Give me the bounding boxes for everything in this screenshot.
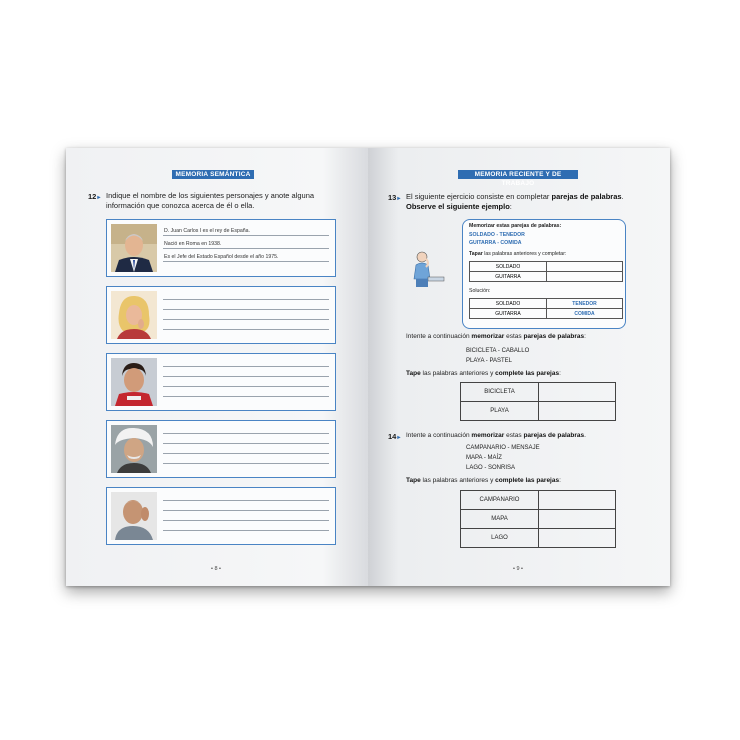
portrait-woman-photo xyxy=(111,291,157,339)
person-box-5 xyxy=(106,487,336,545)
exercise-13-instruction: El siguiente ejercicio consiste en completar parejas de palabras. Observe el siguiente ejemplo: xyxy=(406,192,624,211)
arrow-icon: ▸ xyxy=(97,195,101,201)
writing-line xyxy=(163,248,329,249)
portrait-king-photo xyxy=(111,224,157,272)
answer-cell[interactable] xyxy=(539,510,616,529)
table-row: GUITARRA xyxy=(470,272,623,282)
table-row: BICICLETA xyxy=(461,383,616,402)
exercise-14-answer-table xyxy=(460,490,616,548)
answer-cell[interactable] xyxy=(539,402,616,421)
writing-line xyxy=(163,443,329,444)
left-header: MEMORIA SEMÁNTICA xyxy=(172,170,254,179)
thinking-person-illustration xyxy=(408,249,448,289)
writing-line xyxy=(163,500,329,501)
answer-cell[interactable] xyxy=(539,529,616,548)
exercise-12-instruction: Indique el nombre de los siguientes personajes y anote alguna información que conozca acerca de él o ella. xyxy=(106,191,315,210)
left-page xyxy=(66,148,368,586)
open-workbook xyxy=(66,148,670,586)
right-header: MEMORIA RECIENTE Y DE TRABAJO xyxy=(458,170,578,179)
person-box-4 xyxy=(106,420,336,478)
right-page xyxy=(368,148,670,586)
writing-line xyxy=(163,510,329,511)
portrait-scientist-photo xyxy=(111,425,157,473)
example-solution-table xyxy=(469,298,623,319)
writing-line xyxy=(163,433,329,434)
example-blank-table xyxy=(469,261,623,282)
exercise-14-number: 14▸ xyxy=(388,432,401,441)
example-line-3: Es el Jefe del Estado Español desde el año 1975. xyxy=(164,254,279,260)
example-line-2: Nació en Roma en 1938. xyxy=(164,241,222,247)
writing-line xyxy=(163,329,329,330)
portrait-racing-driver-photo xyxy=(111,358,157,406)
table-row: SOLDADO xyxy=(470,262,623,272)
right-page-number: • 9 • xyxy=(513,566,523,572)
example-pair-1: SOLDADO - TENEDOR xyxy=(469,232,525,238)
arrow-icon: ▸ xyxy=(397,435,401,441)
table-row: SOLDADO TENEDOR xyxy=(470,299,623,309)
example-pair-2: GUITARRA - COMIDA xyxy=(469,240,522,246)
exercise-13-number: 13▸ xyxy=(388,193,401,202)
writing-line xyxy=(163,261,329,262)
writing-line xyxy=(163,530,329,531)
exercise-13-memorize-instruction: Intente a continuación memorizar estas parejas de palabras: xyxy=(406,333,586,340)
answer-cell[interactable] xyxy=(547,262,623,272)
table-row: GUITARRA COMIDA xyxy=(470,309,623,319)
answer-cell[interactable] xyxy=(547,272,623,282)
person-box-2 xyxy=(106,286,336,344)
exercise-14-cover-instruction: Tape las palabras anteriores y complete las parejas: xyxy=(406,477,561,484)
example-box xyxy=(462,219,626,329)
example-line-1: D. Juan Carlos I es el rey de España. xyxy=(164,228,250,234)
table-row: MAPA xyxy=(461,510,616,529)
exercise-14-instruction: Intente a continuación memorizar estas parejas de palabras. xyxy=(406,432,586,439)
word-pair: CAMPANARIO - MENSAJE xyxy=(466,445,540,451)
table-row: PLAYA xyxy=(461,402,616,421)
person-box-1 xyxy=(106,219,336,277)
table-row: LAGO xyxy=(461,529,616,548)
exercise-13-answer-table xyxy=(460,382,616,421)
writing-line xyxy=(163,366,329,367)
word-pair: MAPA - MAÍZ xyxy=(466,455,502,461)
person-box-3 xyxy=(106,353,336,411)
answer-cell[interactable] xyxy=(539,383,616,402)
writing-line xyxy=(163,453,329,454)
left-page-number: • 8 • xyxy=(211,566,221,572)
answer-cell[interactable] xyxy=(539,491,616,510)
exercise-13-cover-instruction: Tape las palabras anteriores y complete las parejas: xyxy=(406,370,561,377)
writing-line xyxy=(163,376,329,377)
writing-line xyxy=(163,235,329,236)
cover-label: Tapar las palabras anteriores y completar: xyxy=(469,251,567,257)
writing-line xyxy=(163,386,329,387)
memorize-label: Memorizar estas parejas de palabras: xyxy=(469,223,562,229)
word-pair: PLAYA - PASTEL xyxy=(466,358,513,364)
writing-line xyxy=(163,299,329,300)
exercise-12-number: 12▸ xyxy=(88,192,101,201)
writing-line xyxy=(163,319,329,320)
portrait-elder-man-photo xyxy=(111,492,157,540)
writing-line xyxy=(163,520,329,521)
arrow-icon: ▸ xyxy=(397,196,401,202)
solution-label: Solución: xyxy=(469,288,491,294)
writing-line xyxy=(163,396,329,397)
table-row: CAMPANARIO xyxy=(461,491,616,510)
word-pair: LAGO - SONRISA xyxy=(466,465,516,471)
writing-line xyxy=(163,309,329,310)
word-pair: BICICLETA - CABALLO xyxy=(466,348,530,354)
writing-line xyxy=(163,463,329,464)
